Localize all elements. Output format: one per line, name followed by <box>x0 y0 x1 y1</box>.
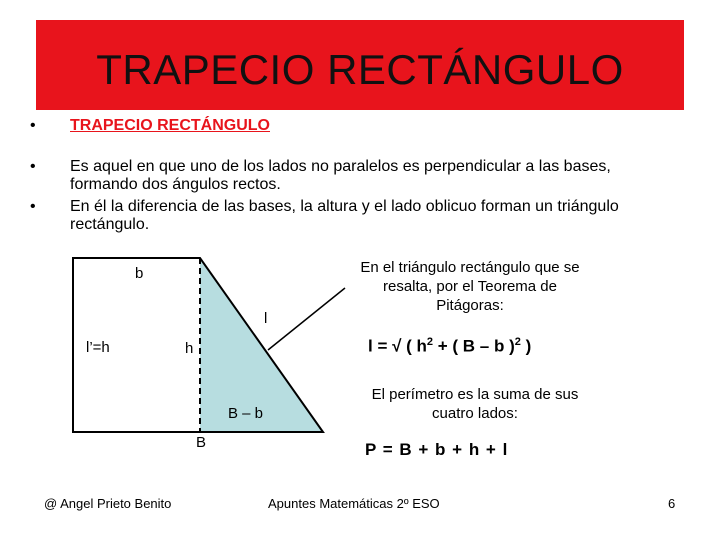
bullet-definition: Es aquel en que uno de los lados no paralelos es perpendicular a las bases, formando dos ángulos rectos. <box>70 158 611 193</box>
label-h: h <box>185 340 194 357</box>
bullet-marker: • <box>30 117 36 134</box>
bullet-heading: TRAPECIO RECTÁNGULO <box>70 117 270 134</box>
label-l: l <box>264 310 268 327</box>
pythagoras-formula: l = √ ( $h^2$ + ( B – b )$^2$ ) <box>368 336 532 356</box>
page-number: 6 <box>668 496 676 511</box>
bullet-marker: • <box>30 158 36 175</box>
label-B-minus-b: B – b <box>228 405 264 422</box>
bullet-marker: • <box>30 198 36 215</box>
slide-title: TRAPECIO RECTÁNGULO <box>96 46 624 93</box>
bullet-triangle: En él la diferencia de las bases, la altura y el lado oblicuo forman un triángulo rectángulo. <box>70 198 619 233</box>
footer-center: Apuntes Matemáticas 2º ESO <box>268 496 440 511</box>
label-lprime: l’=h <box>86 339 110 356</box>
footer-author: @ Angel Prieto Benito <box>44 496 172 511</box>
label-b: b <box>135 265 144 282</box>
perimeter-explanation: El perímetro es la suma de sus cuatro lados: <box>371 386 579 422</box>
pointer-line <box>268 288 345 350</box>
triangle-explanation: En el triángulo rectángulo que se resalta, por el Teorema de Pitágoras: <box>360 259 580 314</box>
label-B: B <box>196 434 207 451</box>
perimeter-formula: P = B + b + h + l <box>365 440 508 459</box>
